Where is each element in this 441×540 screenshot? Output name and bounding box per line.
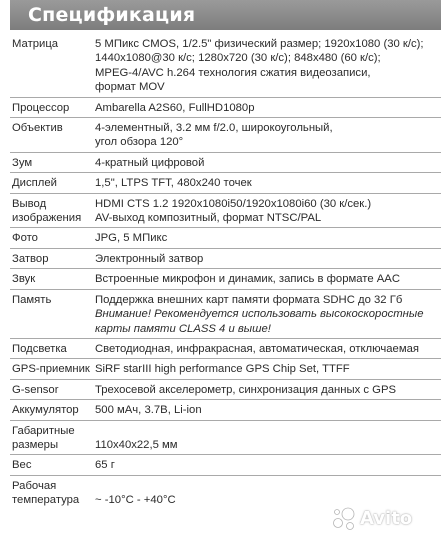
spec-value-line: JPG, 5 МПикс bbox=[95, 232, 168, 245]
spec-value bbox=[95, 34, 441, 97]
spec-value-line: 4-элементный, 3.2 мм f/2.0, широкоугольный, bbox=[95, 122, 333, 135]
spec-label bbox=[10, 455, 95, 475]
spec-row bbox=[10, 289, 441, 338]
spec-value bbox=[95, 97, 441, 117]
spec-label bbox=[10, 228, 95, 248]
spec-value-line: 1,5", LTPS TFT, 480x240 точек bbox=[95, 177, 252, 190]
spec-value-line: 5 МПикс CMOS, 1/2.5" физический размер; 1920х1080 (30 к/с); bbox=[95, 38, 424, 50]
spec-value bbox=[95, 173, 441, 193]
spec-value-line: SiRF starIII high performance GPS Chip Set, TTFF bbox=[95, 363, 350, 376]
spec-label-line: Затвор bbox=[12, 252, 49, 265]
spec-value-line bbox=[95, 424, 439, 438]
spec-row bbox=[10, 338, 441, 358]
spec-label bbox=[10, 289, 95, 338]
spec-label-line: Подсветка bbox=[12, 342, 67, 355]
spec-label-line: G-sensor bbox=[12, 383, 59, 396]
spec-row bbox=[10, 359, 441, 379]
spec-label-line: Зум bbox=[12, 156, 33, 169]
watermark-text: Avito bbox=[360, 508, 413, 529]
spec-value bbox=[95, 455, 441, 475]
spec-label-line: Дисплей bbox=[12, 177, 57, 190]
spec-label bbox=[10, 152, 95, 172]
spec-label bbox=[10, 118, 95, 153]
spec-row bbox=[10, 379, 441, 399]
spec-label-line: Память bbox=[12, 293, 52, 306]
spec-label bbox=[10, 248, 95, 268]
spec-value-line: HDMI CTS 1.2 1920x1080i50/1920x1080i60 (30 к/сек.) bbox=[95, 197, 372, 210]
spec-value-line: ~ -10°C - +40°C bbox=[95, 494, 176, 507]
spec-label bbox=[10, 97, 95, 117]
spec-value-line: Ambarella A2S60, FullHD1080p bbox=[95, 101, 255, 114]
spec-label bbox=[10, 420, 95, 455]
spec-value-line: 500 мАч, 3.7В, Li-ion bbox=[95, 404, 202, 417]
spec-value bbox=[95, 228, 441, 248]
spec-row bbox=[10, 420, 441, 455]
spec-row bbox=[10, 455, 441, 475]
spec-row bbox=[10, 152, 441, 172]
spec-label bbox=[10, 359, 95, 379]
spec-value-line: 4-кратный цифровой bbox=[95, 156, 205, 169]
spec-value-line: угол обзора 120° bbox=[95, 136, 184, 149]
spec-value-line: AV-выход композитный, формат NTSC/PAL bbox=[95, 212, 322, 225]
spec-label-line: Вес bbox=[12, 459, 32, 472]
spec-label-line: изображения bbox=[12, 212, 82, 225]
spec-value-line: 1440x1080@30 к/с; 1280x720 (30 к/с); 848x480 (60 к/с); bbox=[95, 52, 381, 65]
spec-label-line: температура bbox=[12, 494, 80, 507]
spec-label-line: Звук bbox=[12, 273, 36, 286]
spec-value-line: Электронный затвор bbox=[95, 252, 204, 265]
spec-label bbox=[10, 193, 95, 228]
spec-value-line: 110x40x22,5 мм bbox=[95, 438, 178, 451]
spec-label-line: Фото bbox=[12, 232, 38, 245]
spec-label-line: размеры bbox=[12, 438, 59, 451]
spec-label bbox=[10, 34, 95, 97]
spec-value bbox=[95, 359, 441, 379]
spec-value bbox=[95, 400, 441, 420]
spec-value bbox=[95, 338, 441, 358]
spec-label-line: Процессор bbox=[12, 101, 70, 114]
spec-label-line: Рабочая bbox=[12, 479, 57, 492]
spec-label bbox=[10, 475, 95, 509]
spec-label-line: Аккумулятор bbox=[12, 404, 79, 417]
spec-label-line: Объектив bbox=[12, 122, 63, 135]
spec-row bbox=[10, 400, 441, 420]
spec-label-line: Габаритные bbox=[12, 424, 75, 437]
spec-label bbox=[10, 400, 95, 420]
page-title: Спецификация bbox=[28, 4, 196, 26]
spec-label-line: Вывод bbox=[12, 197, 47, 210]
spec-value-line: 65 г bbox=[95, 459, 115, 472]
spec-value bbox=[95, 269, 441, 289]
spec-value-line: Трехосевой акселерометр, синхронизация данных с GPS bbox=[95, 383, 397, 396]
spec-label bbox=[10, 269, 95, 289]
spec-row bbox=[10, 193, 441, 228]
spec-table bbox=[10, 34, 441, 510]
avito-watermark bbox=[330, 504, 435, 534]
spec-value bbox=[95, 152, 441, 172]
spec-row bbox=[10, 97, 441, 117]
spec-label-line: Матрица bbox=[12, 38, 59, 50]
spec-row bbox=[10, 173, 441, 193]
spec-header bbox=[10, 0, 441, 30]
spec-label-line: GPS-приемник bbox=[12, 363, 90, 376]
spec-label bbox=[10, 173, 95, 193]
spec-value bbox=[95, 420, 441, 455]
spec-value-line bbox=[95, 479, 439, 493]
spec-value bbox=[95, 289, 441, 338]
spec-row bbox=[10, 248, 441, 268]
spec-row bbox=[10, 118, 441, 153]
spec-label bbox=[10, 379, 95, 399]
spec-row bbox=[10, 228, 441, 248]
spec-value bbox=[95, 118, 441, 153]
spec-row bbox=[10, 34, 441, 97]
spec-label bbox=[10, 338, 95, 358]
spec-value bbox=[95, 379, 441, 399]
avito-dots-icon bbox=[330, 506, 358, 532]
spec-note-line: Внимание! Рекомендуется использовать высокоскоростные bbox=[95, 308, 424, 321]
spec-value bbox=[95, 248, 441, 268]
spec-value-line: Светодиодная, инфракрасная, автоматическая, отключаемая bbox=[95, 342, 419, 355]
spec-note-line: карты памяти CLASS 4 и выше! bbox=[95, 322, 271, 335]
spec-value-line: Встроенные микрофон и динамик, запись в формате AAC bbox=[95, 273, 400, 286]
spec-value-line: формат MOV bbox=[95, 81, 165, 94]
spec-value-line: Поддержка внешних карт памяти формата SDHC до 32 Гб bbox=[95, 293, 403, 306]
spec-value-line: MPEG-4/AVC h.264 технология сжатия видеозаписи, bbox=[95, 66, 371, 79]
spec-value bbox=[95, 193, 441, 228]
spec-row bbox=[10, 269, 441, 289]
